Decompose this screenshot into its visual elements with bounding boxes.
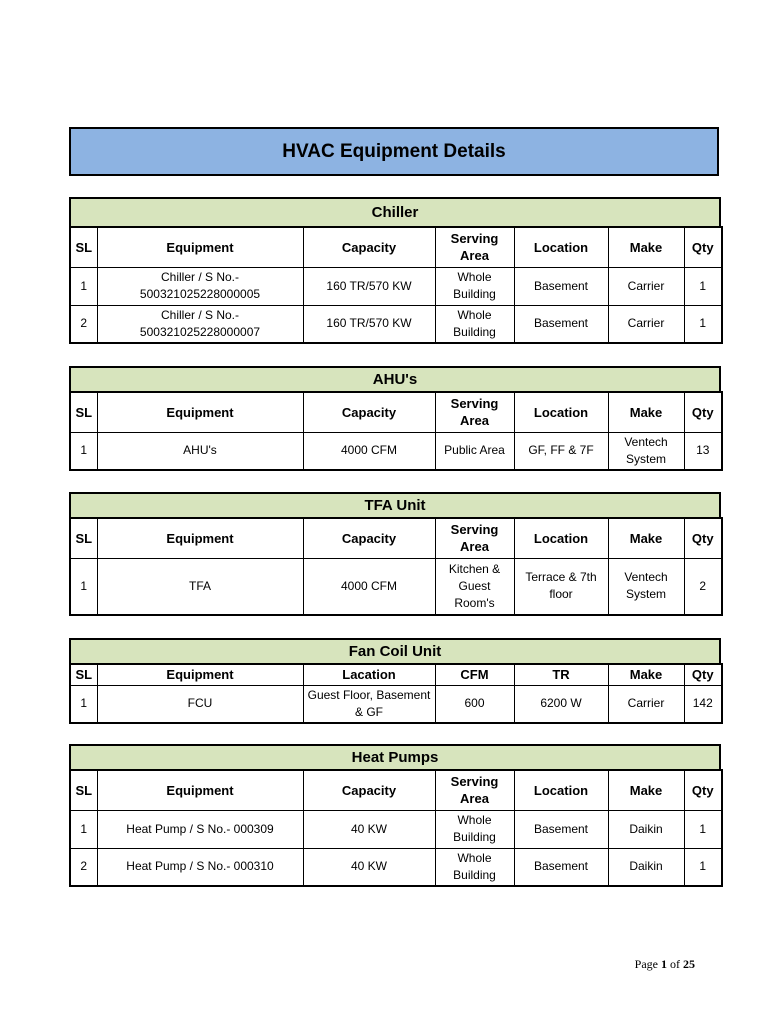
header-cell: Capacity bbox=[303, 770, 435, 810]
tfa-section bbox=[69, 492, 721, 616]
cell: 2 bbox=[70, 305, 97, 343]
cell: 40 KW bbox=[303, 810, 435, 848]
heat-pumps-title: Heat Pumps bbox=[69, 744, 721, 769]
cell: Carrier bbox=[608, 685, 684, 723]
cell: 1 bbox=[70, 810, 97, 848]
header-cell: Location bbox=[514, 518, 608, 558]
cell: Basement bbox=[514, 810, 608, 848]
header-cell: CFM bbox=[435, 664, 514, 685]
ahu-section bbox=[69, 366, 721, 471]
cell: Ventech System bbox=[608, 432, 684, 470]
header-cell: Qty bbox=[684, 664, 722, 685]
tfa-title: TFA Unit bbox=[69, 492, 721, 517]
header-cell: Qty bbox=[684, 770, 722, 810]
heat-pumps-table bbox=[69, 769, 723, 887]
cell: 1 bbox=[70, 558, 97, 615]
table-row bbox=[70, 810, 722, 848]
header-cell: Make bbox=[608, 227, 684, 267]
header-cell: Serving Area bbox=[435, 392, 514, 432]
ahu-title: AHU's bbox=[69, 366, 721, 391]
cell: 160 TR/570 KW bbox=[303, 305, 435, 343]
table-row bbox=[70, 432, 722, 470]
header-cell: Equipment bbox=[97, 392, 303, 432]
chiller-section bbox=[69, 197, 721, 344]
cell: 2 bbox=[684, 558, 722, 615]
header-cell: Capacity bbox=[303, 227, 435, 267]
ahu-table bbox=[69, 391, 723, 471]
cell: Whole Building bbox=[435, 848, 514, 886]
cell: 40 KW bbox=[303, 848, 435, 886]
cell: Kitchen & Guest Room's bbox=[435, 558, 514, 615]
header-cell: Capacity bbox=[303, 392, 435, 432]
cell: Ventech System bbox=[608, 558, 684, 615]
table-row bbox=[70, 848, 722, 886]
header-cell: Capacity bbox=[303, 518, 435, 558]
cell: FCU bbox=[97, 685, 303, 723]
cell: Basement bbox=[514, 848, 608, 886]
table-header-row bbox=[70, 770, 722, 810]
cell: Heat Pump / S No.- 000310 bbox=[97, 848, 303, 886]
cell: 1 bbox=[684, 848, 722, 886]
cell: Chiller / S No.- 500321025228000005 bbox=[97, 267, 303, 305]
header-cell: Make bbox=[608, 518, 684, 558]
cell: TFA bbox=[97, 558, 303, 615]
header-cell: SL bbox=[70, 770, 97, 810]
header-cell: Equipment bbox=[97, 770, 303, 810]
cell: Heat Pump / S No.- 000309 bbox=[97, 810, 303, 848]
header-cell: SL bbox=[70, 664, 97, 685]
header-cell: Equipment bbox=[97, 664, 303, 685]
cell: 160 TR/570 KW bbox=[303, 267, 435, 305]
cell: Whole Building bbox=[435, 267, 514, 305]
cell: Daikin bbox=[608, 848, 684, 886]
page-number bbox=[635, 957, 695, 972]
fcu-section bbox=[69, 638, 721, 724]
table-header-row bbox=[70, 664, 722, 685]
cell: 1 bbox=[70, 267, 97, 305]
cell: 1 bbox=[70, 432, 97, 470]
table-row bbox=[70, 305, 722, 343]
cell: Basement bbox=[514, 305, 608, 343]
cell: Daikin bbox=[608, 810, 684, 848]
header-cell: Make bbox=[608, 770, 684, 810]
table-header-row bbox=[70, 227, 722, 267]
page-label: Page bbox=[634, 957, 658, 971]
heat-pumps-section bbox=[69, 744, 721, 887]
header-cell: SL bbox=[70, 518, 97, 558]
cell: Guest Floor, Basement & GF bbox=[303, 685, 435, 723]
table-header-row bbox=[70, 518, 722, 558]
cell: Chiller / S No.- 500321025228000007 bbox=[97, 305, 303, 343]
cell: Basement bbox=[514, 267, 608, 305]
header-cell: Qty bbox=[684, 227, 722, 267]
chiller-title: Chiller bbox=[69, 197, 721, 226]
header-cell: Location bbox=[514, 770, 608, 810]
cell: 2 bbox=[70, 848, 97, 886]
cell: 4000 CFM bbox=[303, 432, 435, 470]
total-pages: 25 bbox=[683, 957, 695, 971]
table-row bbox=[70, 267, 722, 305]
cell: 600 bbox=[435, 685, 514, 723]
fcu-title: Fan Coil Unit bbox=[69, 638, 721, 663]
cell: Whole Building bbox=[435, 810, 514, 848]
cell: Carrier bbox=[608, 267, 684, 305]
cell: Public Area bbox=[435, 432, 514, 470]
header-cell: Qty bbox=[684, 392, 722, 432]
tfa-table bbox=[69, 517, 723, 616]
header-cell: Qty bbox=[684, 518, 722, 558]
header-cell: Serving Area bbox=[435, 518, 514, 558]
cell: Terrace & 7th floor bbox=[514, 558, 608, 615]
document-title: HVAC Equipment Details bbox=[69, 127, 719, 176]
of-label: of bbox=[670, 957, 680, 971]
cell: 1 bbox=[684, 267, 722, 305]
header-cell: Equipment bbox=[97, 227, 303, 267]
cell: 142 bbox=[684, 685, 722, 723]
table-row bbox=[70, 685, 722, 723]
cell: 13 bbox=[684, 432, 722, 470]
cell: Carrier bbox=[608, 305, 684, 343]
table-header-row bbox=[70, 392, 722, 432]
header-cell: TR bbox=[514, 664, 608, 685]
cell: 1 bbox=[70, 685, 97, 723]
chiller-table bbox=[69, 226, 723, 344]
table-row bbox=[70, 558, 722, 615]
cell: 1 bbox=[684, 305, 722, 343]
header-cell: SL bbox=[70, 227, 97, 267]
header-cell: Equipment bbox=[97, 518, 303, 558]
header-cell: Lacation bbox=[303, 664, 435, 685]
header-cell: Location bbox=[514, 392, 608, 432]
fcu-table bbox=[69, 663, 723, 724]
header-cell: Location bbox=[514, 227, 608, 267]
cell: Whole Building bbox=[435, 305, 514, 343]
cell: 6200 W bbox=[514, 685, 608, 723]
cell: GF, FF & 7F bbox=[514, 432, 608, 470]
current-page: 1 bbox=[661, 957, 667, 971]
header-cell: Serving Area bbox=[435, 770, 514, 810]
cell: 4000 CFM bbox=[303, 558, 435, 615]
cell: 1 bbox=[684, 810, 722, 848]
header-cell: Serving Area bbox=[435, 227, 514, 267]
header-cell: SL bbox=[70, 392, 97, 432]
header-cell: Make bbox=[608, 392, 684, 432]
header-cell: Make bbox=[608, 664, 684, 685]
cell: AHU's bbox=[97, 432, 303, 470]
